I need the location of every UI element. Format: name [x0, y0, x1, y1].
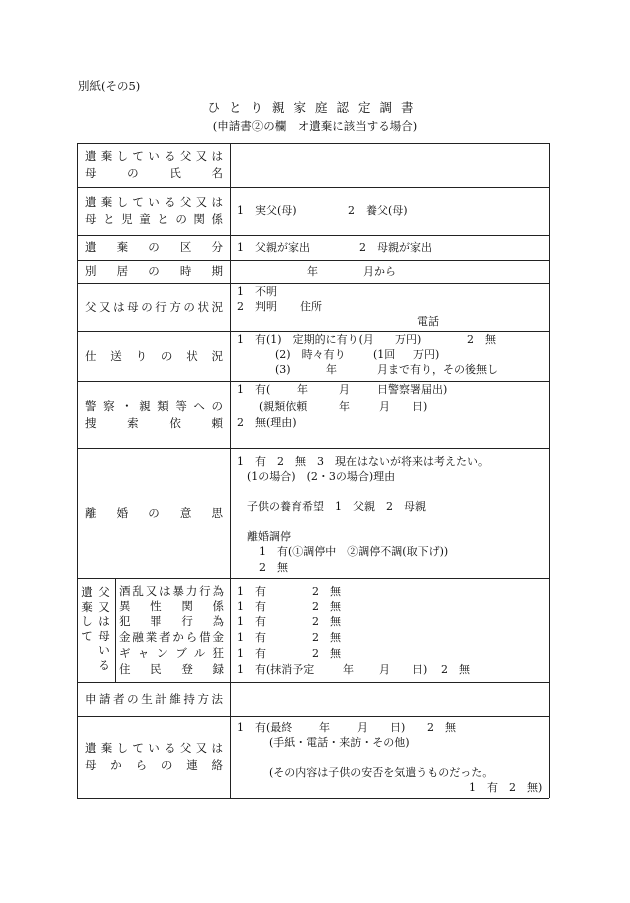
contact-content: (その内容は子供の安否を気遣うものだった。 [269, 766, 494, 779]
divorce-mediation-no: 2 無 [259, 561, 288, 574]
remittance-occasional-amount: 万円) [413, 348, 440, 361]
divorce-mediation: 離婚調停 [247, 530, 291, 543]
abandonment-category-label [85, 235, 223, 260]
contact-label [85, 716, 223, 798]
conduct-label-crime [119, 614, 224, 629]
label-line: 離婚の意思 [85, 505, 223, 520]
label-line: 異性関係 [119, 599, 224, 613]
whereabouts-phone: 電話 [417, 315, 439, 328]
search-request-label [85, 381, 223, 448]
label-line: 母の氏名 [85, 166, 223, 180]
remittance-ended: (3) [275, 363, 291, 376]
absent-parent-name-label [85, 143, 223, 187]
label-line: 父又は母の行方の状況 [85, 299, 223, 314]
registry-year: 年 [343, 663, 354, 676]
registry-yes-deletion: 1 有(抹消予定 [237, 663, 315, 676]
search-none-reason: 2 無(理由) [237, 416, 297, 429]
search-relatives-day: 日) [412, 400, 428, 413]
conduct-violence-no: 2 無 [312, 585, 341, 598]
conduct-vertical-label-1: 遺棄して [81, 585, 93, 643]
row-divider [77, 578, 549, 579]
divorce-case-reason: (1の場合) (2・3の場合)理由 [247, 470, 396, 483]
divorce-mediation-yes: 1 有(①調停中 ②調停不調(取下げ)) [259, 545, 449, 558]
divorce-intention-label [85, 448, 223, 578]
conduct-affair-no: 2 無 [312, 600, 341, 613]
conduct-debt-yes: 1 有 [237, 631, 266, 644]
contact-yes-last: 1 有(最終 [237, 721, 293, 734]
label-line: 遺棄している父又は [85, 195, 223, 209]
column-divider [230, 143, 231, 798]
registry-no: 2 無 [441, 663, 470, 676]
divorce-options: 1 有 2 無 3 現在はないが将来は考えたい。 [237, 455, 489, 468]
conduct-label-gambling [119, 646, 224, 661]
registry-month: 月 [379, 663, 390, 676]
label-line: 酒乱又は暴力行為 [119, 584, 224, 598]
search-police-year: 年 [297, 383, 308, 396]
divorce-custody-preference: 子供の養育希望 1 父親 2 母親 [247, 500, 426, 513]
search-police-month: 月 [339, 383, 350, 396]
table-border-right [549, 143, 550, 798]
search-relatives-month: 月 [379, 400, 390, 413]
conduct-debt-no: 2 無 [312, 631, 341, 644]
registry-day: 日) [412, 663, 428, 676]
contact-year: 年 [319, 721, 330, 734]
contact-methods: (手紙・電話・来訪・その他) [269, 736, 410, 749]
whereabouts-unknown: 1 不明 [237, 285, 277, 298]
conduct-label-registry [119, 662, 224, 677]
remittance-regular: 1 有(1) 定期的に有り(月 [237, 333, 374, 346]
contact-content-options: 1 有 2 無) [469, 781, 543, 794]
label-line: 遺棄している父又は [85, 149, 223, 163]
remittance-occasional: (2) 時々有り [275, 348, 346, 361]
conduct-label-debt [119, 630, 224, 645]
table-border-left [77, 143, 78, 798]
label-line: 別居の時期 [85, 264, 223, 278]
separation-period-label [85, 260, 223, 283]
livelihood-label [85, 682, 223, 716]
label-line: 母からの連絡 [85, 758, 223, 772]
label-line: ギャンブル狂 [119, 646, 224, 660]
conduct-crime-yes: 1 有 [237, 615, 266, 628]
search-relatives: (親類依頼 [259, 400, 308, 413]
search-relatives-year: 年 [339, 400, 350, 413]
category-option-mother: 2 母親が家出 [359, 241, 432, 254]
label-line: 申請者の生計維持方法 [85, 691, 223, 706]
relation-option-adoptive: 2 養父(母) [348, 204, 408, 217]
document-title: ひとり親家庭認定調書 [207, 100, 423, 115]
contact-day: 日) [390, 721, 406, 734]
contact-month: 月 [357, 721, 368, 734]
remittance-none: 2 無 [467, 333, 496, 346]
conduct-crime-no: 2 無 [312, 615, 341, 628]
whereabouts-known: 2 判明 [237, 300, 277, 313]
label-line: 仕送りの状況 [85, 348, 223, 363]
separation-month: 月から [363, 265, 396, 278]
remittance-label [85, 331, 223, 381]
label-line: 遺棄している父又は [85, 741, 223, 755]
remittance-regular-amount: 万円) [395, 333, 422, 346]
label-line: 捜索依頼 [85, 415, 223, 430]
conduct-violence-yes: 1 有 [237, 585, 266, 598]
remittance-ended-year: 年 [326, 363, 337, 376]
conduct-label-affair [119, 599, 224, 614]
label-line: 遺棄の区分 [85, 240, 223, 254]
conduct-affair-yes: 1 有 [237, 600, 266, 613]
relation-option-birth: 1 実父(母) [237, 204, 297, 217]
survey-form-table [77, 143, 549, 798]
label-line: 警察・親類等への [85, 398, 223, 413]
conduct-subcolumn-divider [115, 578, 116, 682]
conduct-gambling-no: 2 無 [312, 647, 341, 660]
conduct-label-violence [119, 584, 224, 599]
table-border-bottom [77, 798, 549, 799]
attachment-label: 別紙(その5) [78, 79, 141, 93]
contact-no: 2 無 [427, 721, 456, 734]
separation-year: 年 [307, 265, 318, 278]
relation-label [85, 187, 223, 235]
conduct-vertical-label-2: 父又は母いる [98, 585, 110, 672]
label-line: 住民登録 [119, 662, 224, 676]
whereabouts-label [85, 283, 223, 331]
conduct-gambling-yes: 1 有 [237, 647, 266, 660]
label-line: 金融業者から借金 [119, 630, 224, 644]
label-line: 犯罪行為 [119, 614, 224, 628]
whereabouts-address: 住所 [300, 300, 322, 313]
search-police-day: 日警察署届出) [377, 383, 448, 396]
remittance-ended-month: 月まで有り，その後無し [377, 363, 498, 376]
label-line: 母と児童との関係 [85, 212, 223, 226]
document-subtitle: (申請書②の欄 オ遺棄に該当する場合) [212, 119, 418, 133]
category-option-father: 1 父親が家出 [237, 241, 310, 254]
remittance-occasional-per: (1回 [373, 348, 396, 361]
search-police-yes: 1 有( [237, 383, 271, 396]
